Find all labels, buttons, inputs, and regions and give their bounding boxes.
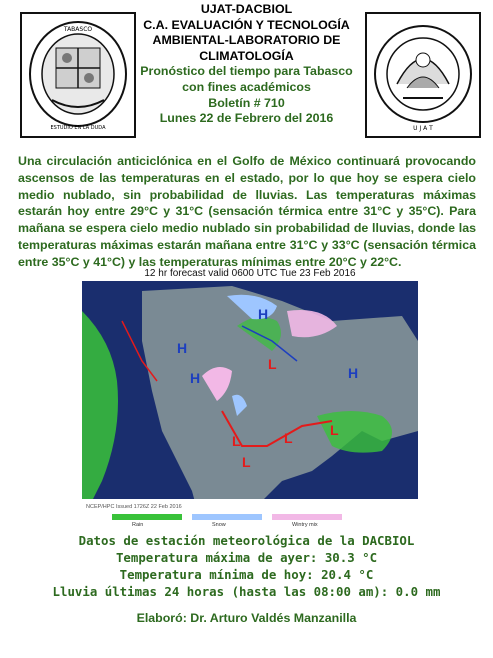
- forecast-paragraph: Una circulación anticiclónica en el Golfo de México continuará provocando ascensos de las temperaturas en el estado, por lo que hoy se espera cielo medio nublado, sin probabilidad de lluvias. Las temperaturas máximas estarán hoy entre 29°C y 31°C (sensación térmica entre 31°C y 35°C). Para mañana se espera cielo medio nublado sin probabilidad de lluvias, donde las temperaturas máximas estarán mañana entre 31°C y 33°C (sensación térmica entre 35°C y 41°C) y las temperaturas mínimas entre 20°C y 22°C.: [18, 154, 476, 269]
- author-line: Elaboró: Dr. Arturo Valdés Manzanilla: [136, 611, 357, 625]
- map-title: 12 hr forecast valid 0600 UTC Tue 23 Feb 2016: [144, 268, 356, 279]
- low-pressure-5: L: [330, 422, 339, 438]
- bulletin-header: [130, 2, 363, 127]
- low-pressure-4: L: [284, 430, 293, 446]
- map-credit: NCEP/HPC Issued 1726Z 22 Feb 2016: [86, 504, 182, 510]
- high-pressure-1: H: [258, 306, 269, 322]
- high-pressure-4: H: [348, 365, 359, 381]
- legend-rain: Rain: [132, 522, 144, 528]
- forecast-subtitle-2: con fines académicos: [182, 79, 311, 94]
- bulletin-number: Boletín # 710: [208, 95, 285, 110]
- legend-mix: Wintry mix: [292, 522, 318, 528]
- svg-text:TABASCO: TABASCO: [63, 26, 93, 33]
- weather-map-figure: [82, 268, 418, 528]
- low-pressure-3: L: [242, 454, 251, 470]
- svg-text:ESTUDIO EN LA DUDA: ESTUDIO EN LA DUDA: [50, 125, 106, 131]
- station-rain: Lluvia últimas 24 horas (hasta las 08:00 am): 0.0 mm: [52, 584, 441, 599]
- center-name: C.A. EVALUACIÓN Y TECNOLOGÍA: [143, 17, 350, 32]
- legend-snow: Snow: [212, 522, 226, 528]
- bulletin-date: Lunes 22 de Febrero del 2016: [159, 111, 334, 126]
- low-pressure-1: L: [268, 356, 277, 372]
- high-pressure-2: H: [177, 340, 188, 356]
- institution-name: UJAT-DACBIOL: [200, 2, 293, 16]
- station-tmax: Temperatura máxima de ayer: 30.3 °C: [115, 550, 378, 565]
- high-pressure-3: H: [190, 370, 201, 386]
- lab-name-2: CLIMATOLOGÍA: [199, 48, 294, 63]
- lab-name: AMBIENTAL-LABORATORIO DE: [152, 33, 341, 48]
- forecast-map-image: [82, 281, 418, 528]
- dacbiol-seal-image: [365, 12, 481, 138]
- low-pressure-2: L: [232, 433, 241, 449]
- forecast-subtitle: Pronóstico del tiempo para Tabasco: [140, 64, 353, 79]
- ujat-seal-image: [20, 12, 136, 138]
- station-tmin: Temperatura mínima de hoy: 20.4 °C: [119, 567, 374, 582]
- station-title: Datos de estación meteorológica de la DACBIOL: [78, 533, 415, 548]
- svg-text:U J A T: U J A T: [413, 125, 433, 132]
